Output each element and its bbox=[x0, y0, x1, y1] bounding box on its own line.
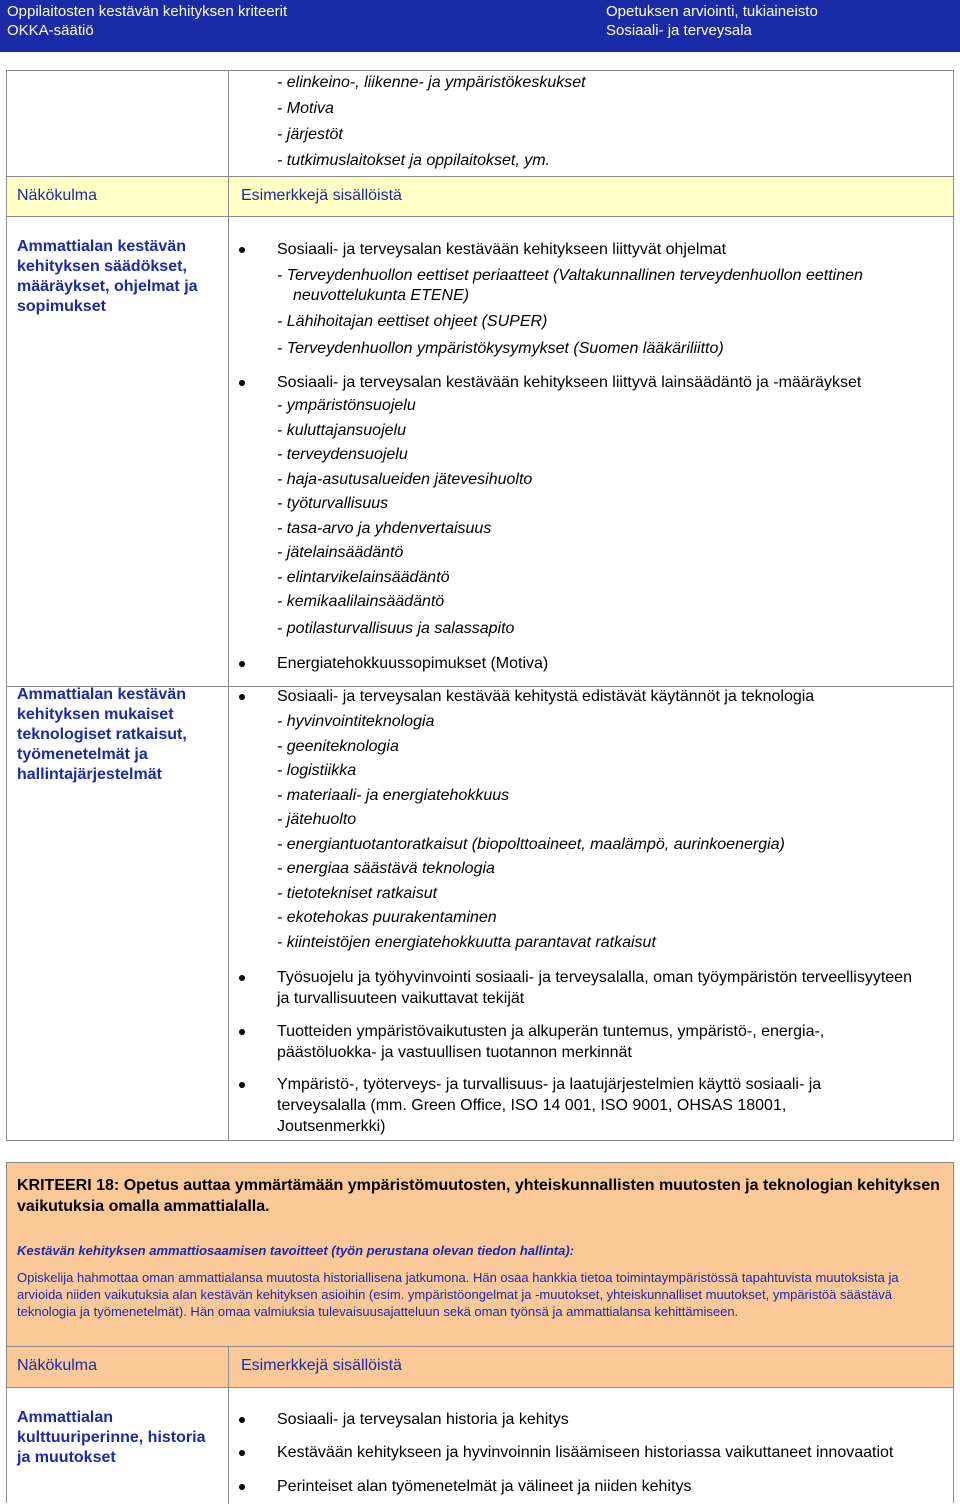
header-right-line2: Sosiaali- ja terveysala bbox=[606, 22, 752, 39]
continuation-right-cell bbox=[229, 71, 953, 176]
bullet-icon bbox=[239, 661, 245, 667]
row-right-cell bbox=[229, 1388, 953, 1504]
bullet-item: Energiatehokkuussopimukset (Motiva) bbox=[277, 653, 548, 674]
list-item: - geeniteknologia bbox=[277, 738, 399, 755]
list-item: - hyvinvointiteknologia bbox=[277, 713, 435, 730]
bullet-icon bbox=[239, 1484, 245, 1490]
row-right-cell bbox=[229, 687, 953, 1140]
bullet-icon bbox=[239, 975, 245, 981]
header-right bbox=[606, 2, 818, 40]
row-left-cell bbox=[7, 1388, 229, 1504]
list-item: - järjestöt bbox=[277, 126, 343, 143]
bullet-item: Työsuojelu ja työhyvinvointi sosiaali- ja terveysalalla, oman työympäristön terveellisyyteen ja turvallisuuteen vaikuttavat tekijät bbox=[277, 967, 917, 1009]
continuation-row bbox=[7, 71, 953, 176]
bullet-icon bbox=[239, 247, 245, 253]
bullet-icon bbox=[239, 1417, 245, 1423]
list-item: - jätelainsäädäntö bbox=[277, 544, 404, 561]
column-header-esimerkkeja: Esimerkkejä sisällöistä bbox=[241, 187, 402, 204]
list-item: - jätehuolto bbox=[277, 811, 357, 828]
kriteeri-title: KRITEERI 18: Opetus auttaa ymmärtämään ympäristömuutosten, yhteiskunnallisten muutosten ja teknologian kehityksen vaikutuksia omalla ammattialalla. bbox=[17, 1177, 940, 1215]
bullet-item: Ympäristö-, työterveys- ja turvallisuus- ja laatujärjestelmien käyttö sosiaali- ja terveysalalla (mm. Green Office, ISO 14 001, ISO 9001, OHSAS 18001, Joutsenmerkki) bbox=[277, 1074, 897, 1137]
row-left-cell bbox=[7, 217, 229, 686]
list-item: - tutkimuslaitokset ja oppilaitokset, ym. bbox=[277, 152, 550, 169]
table-header-row bbox=[7, 176, 953, 216]
content-table-2 bbox=[6, 1346, 954, 1503]
list-item: - Motiva bbox=[277, 100, 334, 117]
page-header bbox=[0, 0, 960, 52]
continuation-left-cell bbox=[7, 71, 229, 176]
header-left-line1: Oppilaitosten kestävän kehityksen kriteerit bbox=[7, 3, 288, 20]
row-heading: Ammattialan kestävän kehityksen mukaiset teknologiset ratkaisut, työmenetelmät ja hallintajärjestelmät bbox=[17, 686, 187, 783]
list-item: - energiaa säästävä teknologia bbox=[277, 860, 495, 877]
header-cell-left bbox=[7, 1347, 229, 1387]
row-right-cell bbox=[229, 217, 953, 686]
table-row bbox=[7, 686, 953, 1140]
bullet-item: Kestävään kehitykseen ja hyvinvoinnin lisäämiseen historiassa vaikuttaneet innovaatiot bbox=[277, 1442, 893, 1463]
list-item: - Terveydenhuollon ympäristökysymykset (Suomen lääkäriliitto) bbox=[277, 340, 724, 357]
list-item: - tietotekniset ratkaisut bbox=[277, 885, 438, 902]
table-row bbox=[7, 1387, 953, 1504]
list-item: - työturvallisuus bbox=[277, 495, 389, 512]
header-right-line1: Opetuksen arviointi, tukiaineisto bbox=[606, 3, 818, 20]
row-heading: Ammattialan kulttuuriperinne, historia ja muutokset bbox=[17, 1409, 206, 1466]
kriteeri-description: Opiskelija hahmottaa oman ammattialansa muutosta historiallisena jatkumona. Hän osaa hankkia tietoa toimintaympäristössä tapahtuvista muutoksista ja arvioida niiden vaikutuksia alan kestävän kehityksen asioihin (esim. ympäristöongelmat ja -muutokset, yhteiskunnalliset muutokset, ympäristöä säästävä teknologia ja työmenetelmät). Hän omaa valmiuksia tulevaisuusajatteluun sekä oman työnsä ja ammattialansa kehittämiseen. bbox=[17, 1270, 899, 1319]
list-item: - energiantuotantoratkaisut (biopolttoaineet, maalämpö, aurinkoenergia) bbox=[277, 836, 785, 853]
header-cell-left bbox=[7, 177, 229, 216]
list-item: - haja-asutusalueiden jätevesihuolto bbox=[277, 471, 533, 488]
list-item: - ympäristönsuojelu bbox=[277, 397, 416, 414]
bullet-item: Sosiaali- ja terveysalan kestävään kehitykseen liittyvä lainsäädäntö ja -määräykset bbox=[277, 372, 861, 393]
list-item: - Terveydenhuollon eettiset periaatteet (Valtakunnallinen terveydenhuollon eettinen neuvottelukunta ETENE) bbox=[277, 267, 863, 304]
header-cell-right bbox=[229, 1347, 953, 1387]
list-item: - potilasturvallisuus ja salassapito bbox=[277, 620, 515, 637]
list-item: - tasa-arvo ja yhdenvertaisuus bbox=[277, 520, 492, 537]
row-heading: Ammattialan kestävän kehityksen säädökset, määräykset, ohjelmat ja sopimukset bbox=[17, 238, 198, 315]
list-item: - logistiikka bbox=[277, 762, 357, 779]
bullet-icon bbox=[239, 1450, 245, 1456]
content-table-1 bbox=[6, 70, 954, 1141]
bullet-item: Sosiaali- ja terveysalan historia ja kehitys bbox=[277, 1409, 569, 1430]
bullet-item: Perinteiset alan työmenetelmät ja välineet ja niiden kehitys bbox=[277, 1476, 691, 1497]
list-item: - kiinteistöjen energiatehokkuutta parantavat ratkaisut bbox=[277, 934, 656, 951]
bullet-item: Tuotteiden ympäristövaikutusten ja alkuperän tuntemus, ympäristö-, energia-, päästöluokka- ja vastuullisen tuotannon merkinnät bbox=[277, 1021, 897, 1063]
list-item: - Lähihoitajan eettiset ohjeet (SUPER) bbox=[277, 313, 548, 330]
list-item: - kuluttajansuojelu bbox=[277, 422, 406, 439]
list-item: - elintarvikelainsäädäntö bbox=[277, 569, 450, 586]
column-header-nakokulma: Näkökulma bbox=[17, 187, 98, 204]
column-header-nakokulma: Näkökulma bbox=[17, 1357, 98, 1374]
table-header-row bbox=[7, 1347, 953, 1387]
bullet-icon bbox=[239, 380, 245, 386]
row-left-cell bbox=[7, 687, 229, 1140]
bullet-icon bbox=[239, 1082, 245, 1088]
header-cell-right bbox=[229, 177, 953, 216]
header-left bbox=[7, 2, 287, 40]
header-left-line2: OKKA-säätiö bbox=[7, 22, 94, 39]
list-item: - ekotehokas puurakentaminen bbox=[277, 909, 497, 926]
bullet-icon bbox=[239, 1029, 245, 1035]
bullet-icon bbox=[239, 694, 245, 700]
tavoitteet-label: Kestävän kehityksen ammattiosaamisen tavoitteet (työn perustana olevan tiedon hallinta): bbox=[17, 1243, 574, 1258]
bullet-item: Sosiaali- ja terveysalan kestävään kehitykseen liittyvät ohjelmat bbox=[277, 239, 726, 260]
list-item: - materiaali- ja energiatehokkuus bbox=[277, 787, 510, 804]
column-header-esimerkkeja: Esimerkkejä sisällöistä bbox=[241, 1357, 402, 1374]
table-row bbox=[7, 216, 953, 686]
bullet-item: Sosiaali- ja terveysalan kestävää kehitystä edistävät käytännöt ja teknologia bbox=[277, 686, 814, 707]
list-item: - elinkeino-, liikenne- ja ympäristökeskukset bbox=[277, 74, 586, 91]
list-item: - kemikaalilainsäädäntö bbox=[277, 593, 445, 610]
list-item: - terveydensuojelu bbox=[277, 446, 408, 463]
